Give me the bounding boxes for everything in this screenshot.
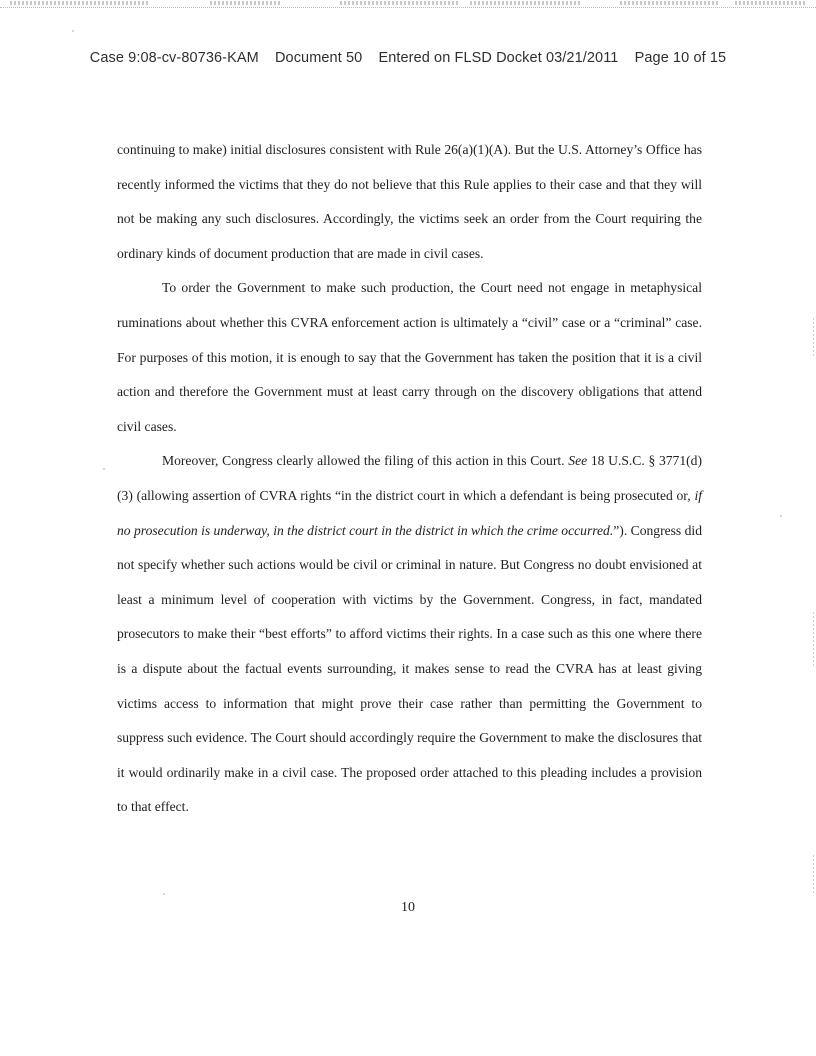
paragraph-text: Moreover, Congress clearly allowed the filing of this action in this Court. [162, 453, 569, 469]
scan-edge-artifact [0, 0, 816, 8]
case-number: Case 9:08-cv-80736-KAM [89, 50, 259, 66]
document-number: Document 50 [274, 50, 363, 66]
scan-speck [72, 30, 74, 32]
scan-speck [163, 893, 165, 895]
paragraph-text: 18 U.S.C. § 3771(d)(3) (allowing assertion of CVRA rights “in the district court in which a defendant is being prosecuted or, [117, 453, 703, 503]
statute-quote: if no prosecution is underway, in the district court in the district in which the crime occurred. [117, 487, 702, 538]
docket-entry: Entered on FLSD Docket 03/21/2011 [378, 50, 619, 66]
citation-signal: See [568, 453, 588, 469]
page-number: 10 [401, 900, 415, 915]
scan-speck [103, 468, 105, 470]
scan-margin-mark [813, 855, 814, 895]
document-body [117, 133, 702, 825]
scan-margin-mark [813, 318, 814, 358]
paragraph-production: To order the Government to make such production, the Court need not engage in metaphysical ruminations about whether this CVRA enforcement action is ultimately a “civil” case or a “criminal” case. For purposes of this motion, it is enough to say that the Government has taken the position that it is a civil action and therefore the Government must at least carry through on the discovery obligations that attend civil cases. [117, 280, 702, 434]
paragraph-text: ”). Congress did not specify whether such actions would be civil or criminal in nature. But Congress no doubt envisioned at least a minimum level of cooperation with victims by the Government. Congress, in fact, mandated prosecutors to make their “best efforts” to afford victims their rights. In a case such as this one where there is a dispute about the factual events surrounding, it makes sense to read the CVRA has at least giving victims access to information that might prove their case rather than permitting the Government to suppress such evidence. The Court should accordingly require the Government to make the disclosures that it would ordinarily make in a civil case. The proposed order attached to this pleading includes a provision to that effect. [117, 522, 702, 815]
paragraph-congress [117, 444, 702, 825]
paragraph-continuation: continuing to make) initial disclosures consistent with Rule 26(a)(1)(A). But the U.S. Attorney’s Office has recently informed the victims that they do not believe that this Rule applies to their case and that they will not be making any such disclosures. Accordingly, the victims seek an order from the Court requiring the ordinary kinds of document production that are made in civil cases. [117, 142, 702, 261]
court-filing-header [0, 50, 816, 66]
scan-speck [780, 515, 782, 517]
page-indicator: Page 10 of 15 [634, 50, 727, 66]
scan-margin-mark [813, 612, 814, 667]
